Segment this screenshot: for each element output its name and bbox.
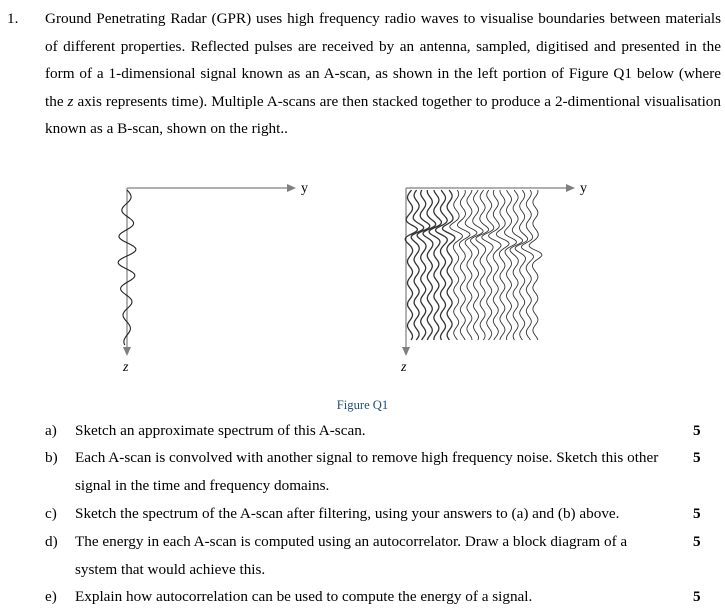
subquestion-b-text: Each A-scan is convolved with another signal to remove high frequency noise. Sketch this other signal in the time and frequency domains. [75, 449, 659, 494]
intro-text-part2: axis represents time). Multiple A-scans are then stacked together to produce a 2-dimentional visualisation known as a B-scan, shown on the right.. [45, 92, 721, 137]
intro-axis-name: z [67, 92, 74, 110]
subquestion-e-text: Explain how autocorrelation can be used to compute the energy of a signal. [75, 588, 533, 605]
b-scan-panel [400, 181, 587, 375]
subquestion-d-letter: d) [45, 533, 58, 550]
subquestion-a-text: Sketch an approximate spectrum of this A-scan. [75, 422, 366, 439]
b-scan-traces [405, 190, 542, 340]
subquestion-b-letter: b) [45, 449, 58, 466]
subquestion-a-letter: a) [45, 422, 57, 439]
subquestion-a-marks: 5 [693, 422, 701, 439]
b-scan-trace [471, 190, 484, 340]
a-scan-z-arrowhead [123, 347, 131, 356]
subquestion-c-letter: c) [45, 505, 57, 522]
question-number: 1. [7, 10, 19, 27]
figure-q1 [0, 160, 725, 395]
b-scan-trace [436, 190, 448, 340]
intro-text-part1: Ground Penetrating Radar (GPR) uses high frequency radio waves to visualise boundaries between materials of different properties. Reflected pulses are received by an antenna, sampled, digitised and presented in the form of a 1-dimensional signal known as an A-scan, as shown in the left portion of Figure Q1 below (where the [45, 10, 721, 110]
a-scan-panel [118, 181, 308, 375]
b-scan-y-label: y [580, 181, 587, 196]
b-scan-y-arrowhead [566, 184, 575, 192]
subquestion-c-text: Sketch the spectrum of the A-scan after filtering, using your answers to (a) and (b) above. [75, 505, 620, 522]
subquestion-d-marks: 5 [693, 533, 701, 550]
b-scan-trace [465, 190, 477, 340]
subquestion-b-marks: 5 [693, 449, 701, 466]
subquestion-e-marks: 5 [693, 588, 701, 605]
question-intro [45, 5, 721, 143]
b-scan-z-arrowhead [402, 347, 410, 356]
subquestion-d-text: The energy in each A-scan is computed using an autocorrelator. Draw a block diagram of a system that would achieve this. [75, 533, 628, 578]
b-scan-trace [489, 190, 501, 340]
subquestion-e-letter: e) [45, 588, 57, 605]
b-scan-z-label: z [401, 360, 407, 375]
a-scan-y-label: y [301, 181, 308, 196]
a-scan-z-label: z [123, 360, 129, 375]
b-scan-trace [457, 190, 470, 340]
b-scan-trace [429, 190, 441, 340]
figure-caption: Figure Q1 [336, 398, 389, 412]
a-scan-y-arrowhead [287, 184, 296, 192]
subquestion-c-marks: 5 [693, 505, 701, 522]
b-scan-trace [510, 190, 523, 340]
